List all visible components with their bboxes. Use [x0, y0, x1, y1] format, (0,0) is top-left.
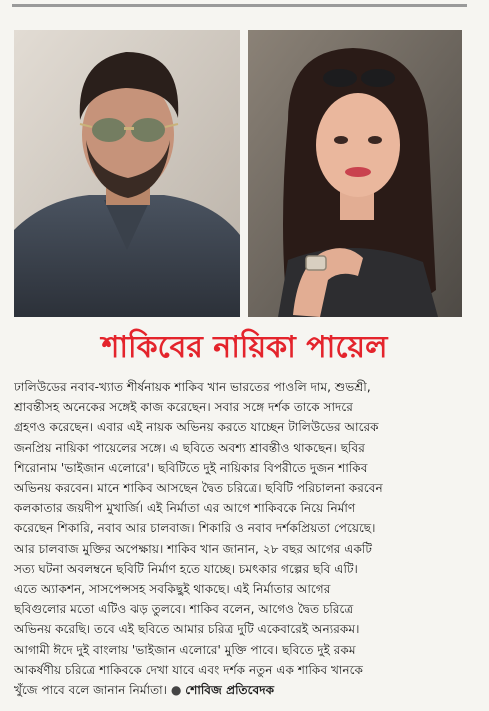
article-line: আর চালবাজ মুক্তির অপেক্ষায়। শাকিব খান জানান, ২৮ বছর আগের একটি — [14, 541, 372, 556]
photo-female-actor-graphic — [248, 30, 462, 317]
article-line: আকর্ষণীয় চরিত্রে শাকিবকে দেখা যাবে এবং দর্শক নতুন এক শাকিব খানকে — [14, 662, 363, 677]
article-line: করেছেন শিকারি, নবাব আর চালবাজ। শিকারি ও নবাব দর্শকপ্রিয়তা পেয়েছে। — [14, 521, 376, 536]
article-body — [14, 377, 464, 700]
article-line: আগামী ঈদে দুই বাংলায় 'ভাইজান এলোরে' মুক্তি পাবে। ছবিতে দুই রকম — [14, 642, 356, 657]
article-line: ঢালিউডের নবাব-খ্যাত শীর্ষনায়ক শাকিব খান ভারতের পাওলি দাম, শুভশ্রী, — [14, 380, 371, 394]
article-line: কলকাতার জয়দীপ মুখার্জি। এই নির্মাতা এর আগে শাকিবকে নিয়ে নির্মাণ — [14, 501, 356, 516]
article-line: শ্রাবন্তীসহ অনেকের সঙ্গেই কাজ করেছেন। সবার সঙ্গে দর্শক তাকে সাদরে — [14, 400, 353, 415]
photo-male-actor-graphic — [14, 30, 240, 317]
article-line: অভিনয় করেছি। তবে এই ছবিতে আমার চরিত্র দুটি একেবারেই অন্যরকম। — [14, 622, 360, 637]
article-last-line-text: খুঁজে পাবে বলে জানান নির্মাতা। — [14, 683, 167, 698]
photo-female-actor — [248, 30, 462, 317]
article-line: অভিনয় করবেন। মানে শাকিব আসছেন দ্বৈত চরিত্রে। ছবিটি পরিচালনা করবেন — [14, 481, 383, 496]
article-line: এতে অ্যাকশন, সাসপেন্সসহ সবকিছুই থাকছে। এই নির্মাতার আগের — [14, 582, 331, 597]
headline: শাকিবের নায়িকা পায়েল — [101, 330, 388, 365]
article-line: সত্য ঘটনা অবলম্বনে ছবিটি নির্মাণ হতে যাচ্ছে। চমৎকার গল্পের ছবি এটি। — [14, 561, 358, 576]
article-line: জনপ্রিয় নায়িকা পায়েলের সঙ্গে। এ ছবিতে অবশ্য শ্রাবন্তীও থাকছেন। ছবির — [14, 440, 365, 455]
top-rule — [12, 4, 467, 7]
article-line: গ্রহণও করেছেন। এবার এই নায়ক অভিনয় করতে যাচ্ছেন টালিউডের আরেক — [14, 420, 379, 435]
byline: শোবিজ প্রতিবেদক — [185, 683, 275, 698]
bullet-icon: ● — [170, 683, 182, 698]
article-last-line — [14, 680, 464, 700]
photo-male-actor — [14, 30, 240, 317]
article-line: ছবিগুলোর মতো এটিও ঝড় তুলবে। শাকিব বলেন, আগেও দ্বৈত চরিত্রে — [14, 602, 354, 617]
article-line: শিরোনাম 'ভাইজান এলোরে'। ছবিটিতে দুই নায়িকার বিপরীতে দুজন শাকিব — [14, 460, 368, 475]
